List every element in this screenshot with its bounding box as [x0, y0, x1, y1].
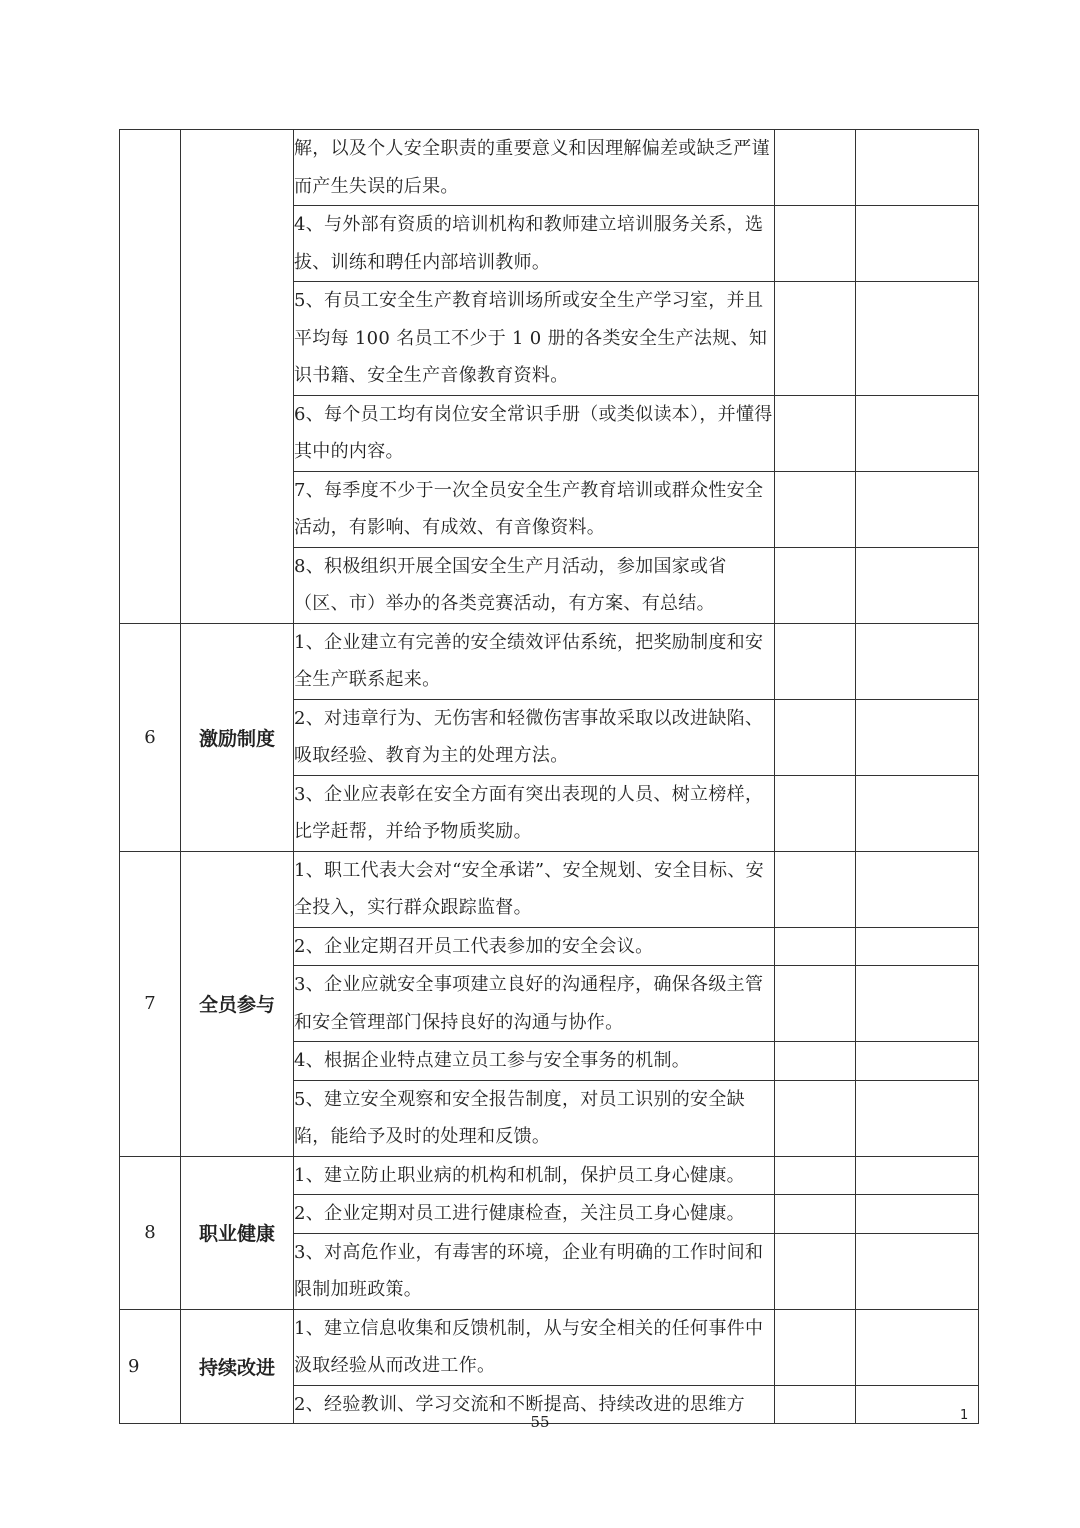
score-cell — [775, 395, 856, 471]
item-number-cell: 8 — [120, 1156, 181, 1309]
remark-cell — [856, 1080, 979, 1156]
remark-cell — [856, 1042, 979, 1081]
remark-cell — [856, 1309, 979, 1385]
table-row — [120, 851, 979, 927]
item-number-cell: 6 — [120, 623, 181, 851]
criterion-text: 2、对违章行为、无伤害和轻微伤害事故采取以改进缺陷、吸取经验、教育为主的处理方法。 — [294, 699, 775, 775]
remark-cell — [856, 282, 979, 396]
remark-cell — [856, 130, 979, 206]
criterion-text: 1、企业建立有完善的安全绩效评估系统，把奖励制度和安全生产联系起来。 — [294, 623, 775, 699]
category-cell: 全员参与 — [181, 851, 294, 1156]
remark-cell — [856, 1156, 979, 1195]
score-cell — [775, 471, 856, 547]
item-number-cell: 9 — [120, 1309, 181, 1424]
criterion-text: 7、每季度不少于一次全员安全生产教育培训或群众性安全活动，有影响、有成效、有音像资料。 — [294, 471, 775, 547]
score-cell — [775, 1080, 856, 1156]
remark-cell — [856, 699, 979, 775]
score-cell — [775, 547, 856, 623]
criterion-text: 2、企业定期召开员工代表参加的安全会议。 — [294, 927, 775, 966]
score-cell — [775, 1233, 856, 1309]
table-row — [120, 1156, 979, 1195]
item-number-cell: 7 — [120, 851, 181, 1156]
category-cell: 持续改进 — [181, 1309, 294, 1424]
criterion-text: 3、对高危作业，有毒害的环境，企业有明确的工作时间和限制加班政策。 — [294, 1233, 775, 1309]
criterion-text: 5、有员工安全生产教育培训场所或安全生产学习室，并且平均每 100 名员工不少于 1 0 册的各类安全生产法规、知识书籍、安全生产音像教育资料。 — [294, 282, 775, 396]
score-cell — [775, 1309, 856, 1385]
criterion-text: 4、与外部有资质的培训机构和教师建立培训服务关系，选拔、训练和聘任内部培训教师。 — [294, 206, 775, 282]
score-cell — [775, 851, 856, 927]
page-number: 55 — [530, 1413, 550, 1431]
criterion-text: 2、企业定期对员工进行健康检查，关注员工身心健康。 — [294, 1195, 775, 1234]
criterion-text: 2、经验教训、学习交流和不断提高、持续改进的思维方 — [294, 1385, 775, 1424]
score-cell — [775, 927, 856, 966]
remark-cell — [856, 775, 979, 851]
score-cell — [775, 775, 856, 851]
score-cell — [775, 699, 856, 775]
score-cell — [775, 1195, 856, 1234]
score-cell — [775, 1156, 856, 1195]
category-cell — [181, 130, 294, 624]
checklist-table — [119, 129, 979, 1424]
criterion-text: 8、积极组织开展全国安全生产月活动，参加国家或省（区、市）举办的各类竞赛活动，有方案、有总结。 — [294, 547, 775, 623]
criterion-text: 1、建立信息收集和反馈机制，从与安全相关的任何事件中汲取经验从而改进工作。 — [294, 1309, 775, 1385]
score-cell — [775, 1042, 856, 1081]
criterion-text: 1、职工代表大会对“安全承诺”、安全规划、安全目标、安全投入，实行群众跟踪监督。 — [294, 851, 775, 927]
remark-cell — [856, 1233, 979, 1309]
remark-cell — [856, 471, 979, 547]
remark-cell — [856, 1195, 979, 1234]
corner-page-marker: 1 — [960, 1408, 969, 1423]
remark-cell — [856, 927, 979, 966]
score-cell — [775, 206, 856, 282]
criterion-text: 3、企业应就安全事项建立良好的沟通程序，确保各级主管和安全管理部门保持良好的沟通与协作。 — [294, 966, 775, 1042]
table-row — [120, 130, 979, 206]
category-cell: 激励制度 — [181, 623, 294, 851]
remark-cell — [856, 395, 979, 471]
criterion-text: 3、企业应表彰在安全方面有突出表现的人员、树立榜样，比学赶帮，并给予物质奖励。 — [294, 775, 775, 851]
criterion-text: 6、每个员工均有岗位安全常识手册（或类似读本），并懂得其中的内容。 — [294, 395, 775, 471]
criterion-text: 1、建立防止职业病的机构和机制，保护员工身心健康。 — [294, 1156, 775, 1195]
remark-cell — [856, 966, 979, 1042]
score-cell — [775, 966, 856, 1042]
criterion-text: 5、建立安全观察和安全报告制度，对员工识别的安全缺陷，能给予及时的处理和反馈。 — [294, 1080, 775, 1156]
item-number-cell — [120, 130, 181, 624]
table-row — [120, 623, 979, 699]
criterion-text: 解，以及个人安全职责的重要意义和因理解偏差或缺乏严谨而产生失误的后果。 — [294, 130, 775, 206]
score-cell — [775, 623, 856, 699]
score-cell — [775, 282, 856, 396]
remark-cell — [856, 851, 979, 927]
remark-cell — [856, 547, 979, 623]
table-row — [120, 1309, 979, 1385]
score-cell — [775, 130, 856, 206]
remark-cell — [856, 206, 979, 282]
criterion-text: 4、根据企业特点建立员工参与安全事务的机制。 — [294, 1042, 775, 1081]
category-cell: 职业健康 — [181, 1156, 294, 1309]
remark-cell — [856, 623, 979, 699]
